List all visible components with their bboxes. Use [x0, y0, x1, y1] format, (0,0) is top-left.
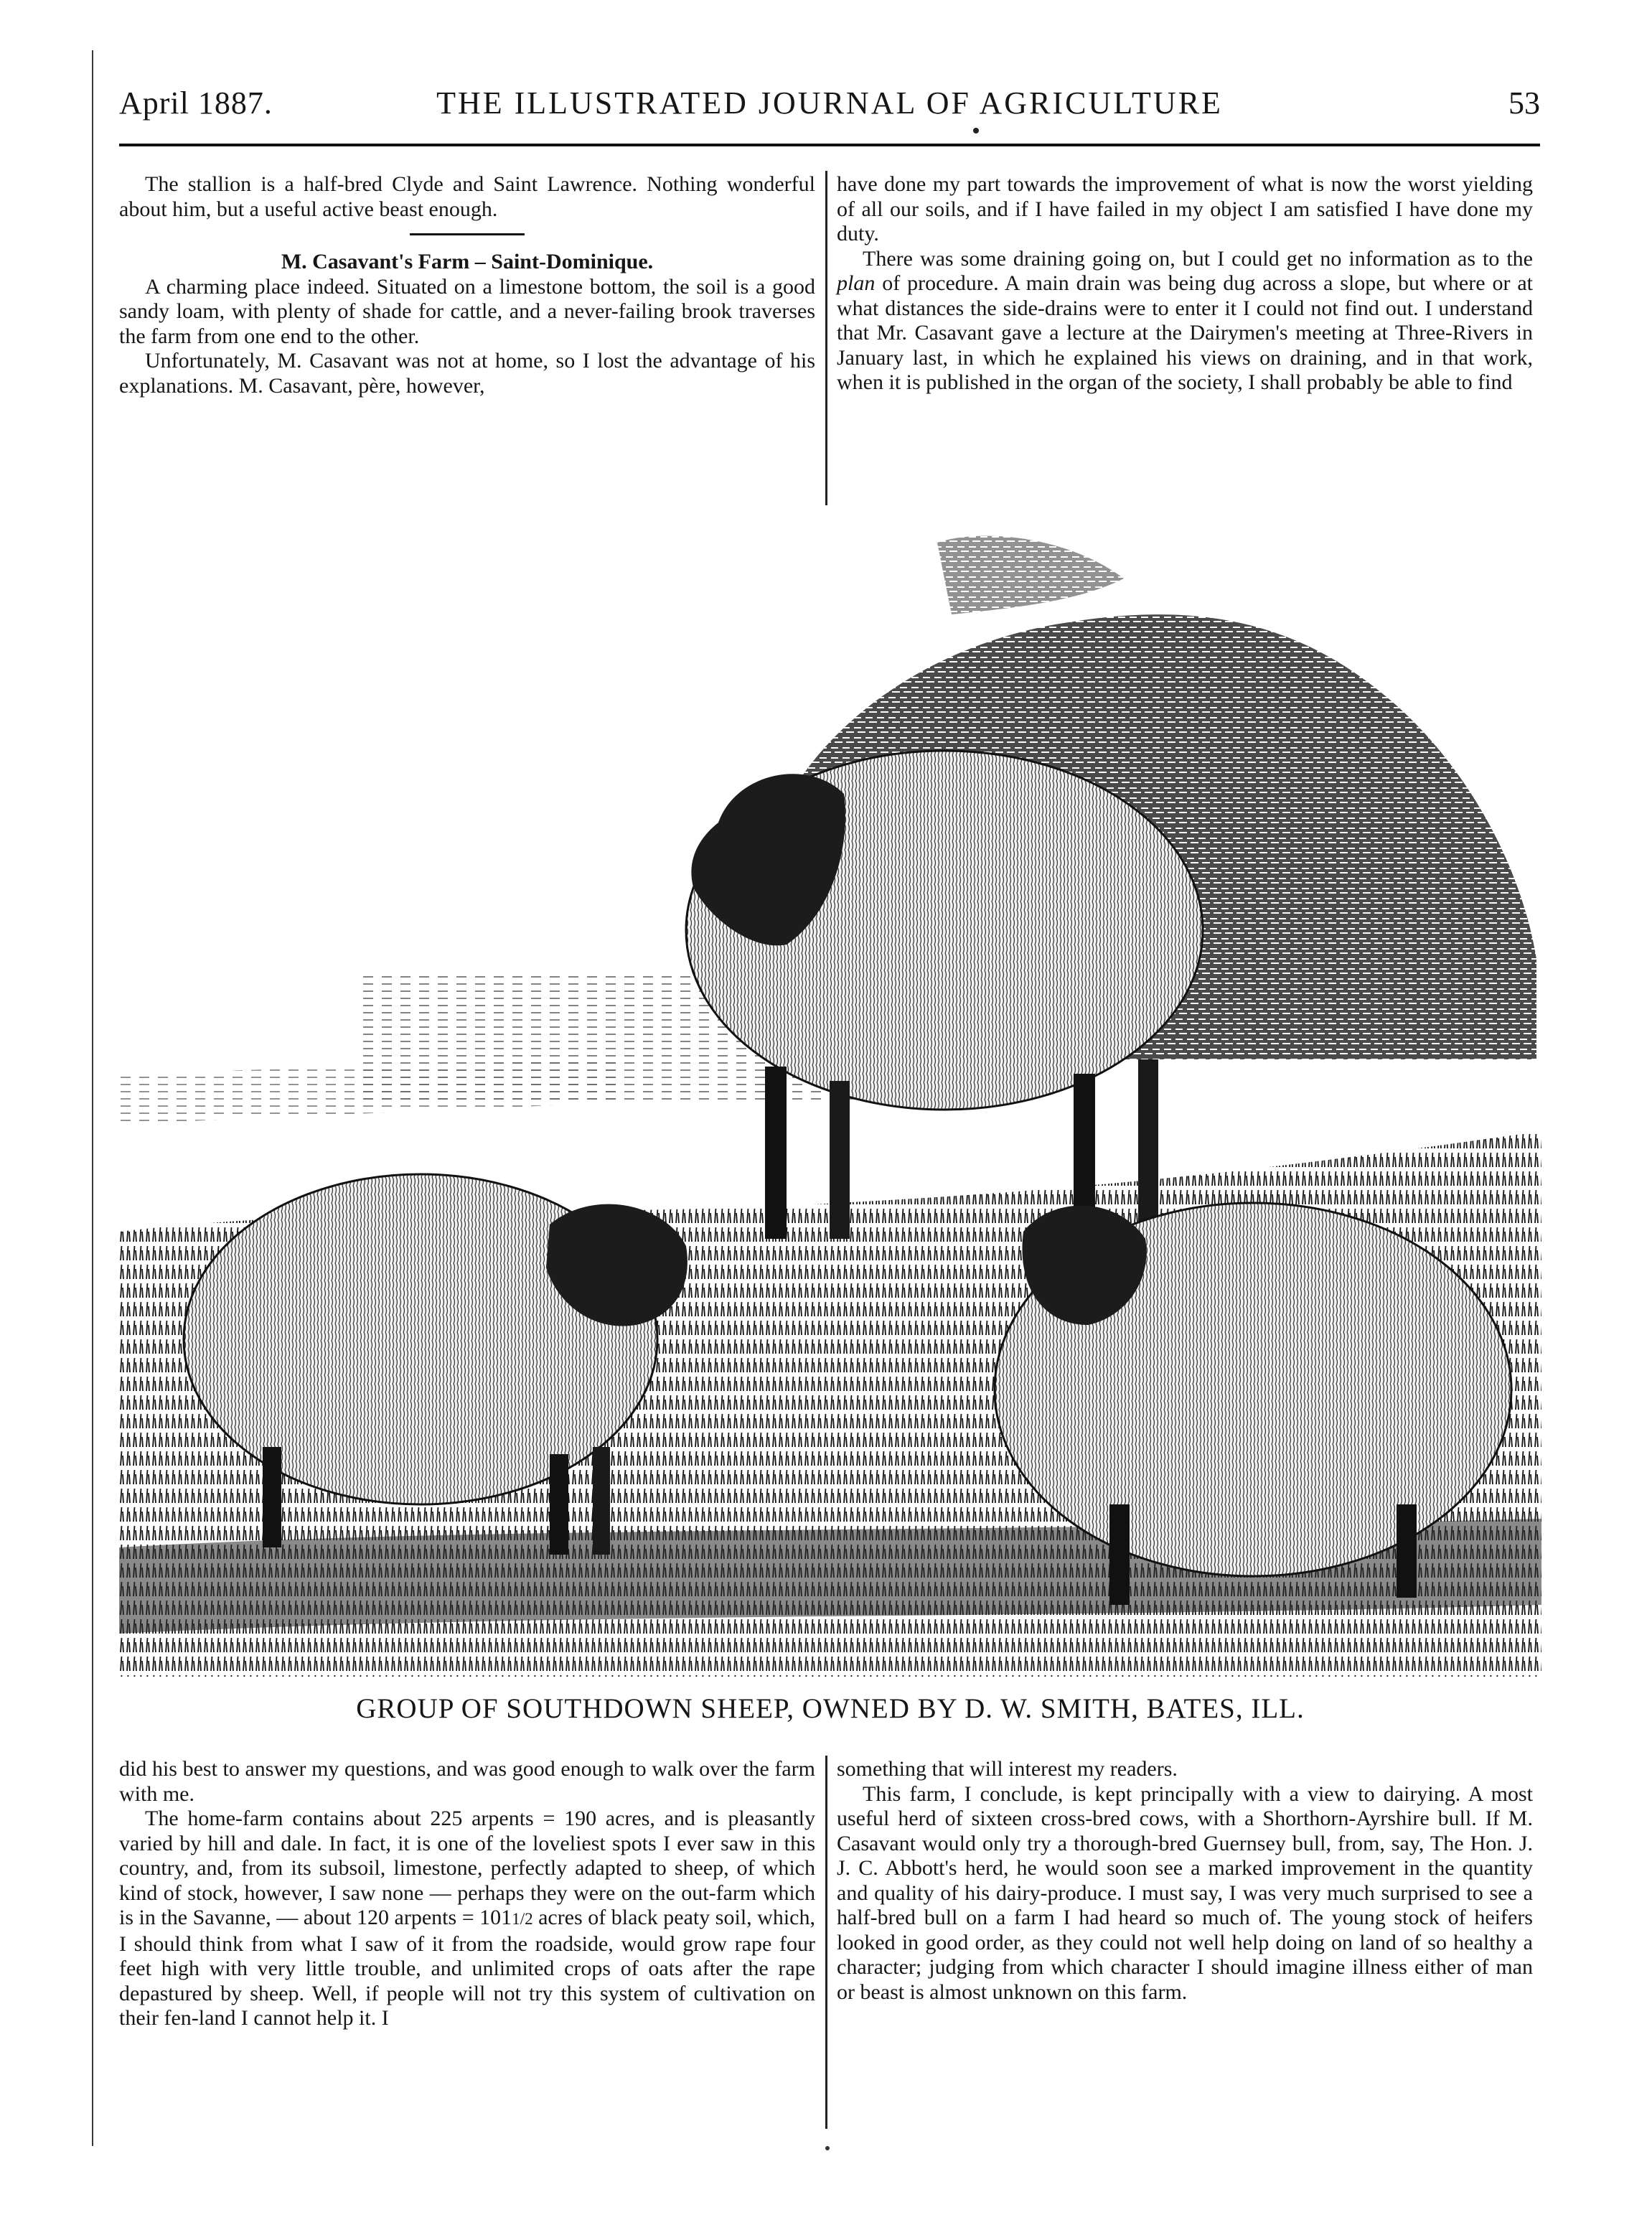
running-header: [119, 85, 1540, 129]
bottom-left-column: [119, 1757, 815, 2031]
paragraph-something: something that will interest my readers.: [837, 1757, 1178, 1781]
header-title: THE ILLUSTRATED JOURNAL OF AGRICULTURE: [436, 85, 1223, 121]
paragraph-stallion: The stallion is a half-bred Clyde and Saint Lawrence. Nothing wonderful about him, but a useful active beast enough.: [119, 172, 815, 221]
bottom-column-rule: [825, 1756, 827, 2129]
engraving-southdown-sheep: [119, 514, 1541, 1677]
stray-dot: [825, 2146, 830, 2150]
figure-caption: GROUP OF SOUTHDOWN SHEEP, OWNED BY D. W. SMITH, BATES, ILL.: [356, 1693, 1305, 1724]
paragraph-unfortunately: Unfortunately, M. Casavant was not at home, so I lost the advantage of his explanations. M. Casavant, père, however,: [119, 349, 815, 398]
header-dot: [973, 128, 979, 134]
paragraph-did-his-best: did his best to answer my questions, and was good enough to walk over the farm with me.: [119, 1757, 815, 1806]
bottom-right-column: [837, 1757, 1533, 2005]
paragraph-home-farm: The home-farm contains about 225 arpents = 190 acres, and is pleasantly varied by hill and dale. In fact, it is one of the loveliest spots I ever saw in this country, and, from its subsoil, limestone, perfectly adapted to sheep, of which kind of stock, however, I saw none — perhaps they were on the out-farm which is in the Savanne, — about 120 arpents = 1011/2 acres of black peaty soil, which, I should think from what I saw of it from the roadside, would grow rape four feet high with very little trouble, and unlimited crops of oats after the rape depastured by sheep. Well, if people will not try this system of cultivation on their fen-land I cannot help it. I: [119, 1807, 816, 2030]
page-number: 53: [1508, 85, 1540, 121]
left-margin-rule: [92, 50, 93, 2146]
top-column-rule: [825, 171, 827, 505]
paragraph-done-my-part: have done my part towards the improvement of what is now the worst yielding of all our soils, and if I have failed in my object I am satisfied I have done my duty.: [837, 172, 1533, 245]
section-rule: [410, 233, 525, 235]
header-rule: [119, 144, 1540, 146]
header-date: April 1887.: [119, 85, 273, 121]
paragraph-this-farm: This farm, I conclude, is kept principally with a view to dairying. A most useful herd of sixteen cross-bred cows, with a Shorthorn-Ayrshire bull. If M. Casavant would only try a thorough-bred Guernsey bull, from, say, The Hon. J. J. C. Abbott's herd, he would soon see a marked improvement in the quantity and quality of his dairy-produce. I must say, I was very much surprised to see a half-bred bull on a farm I had heard so much of. The young stock of heifers looked in good order, as they could not well help doing on land of so healthy a character; judging from which character I should imagine illness either of man or beast is almost unknown on this farm.: [837, 1781, 1533, 2004]
paragraph-charming-place: A charming place indeed. Situated on a limestone bottom, the soil is a good sandy loam, with plenty of shade for cattle, and a never-failing brook traverses the farm from one end to the other.: [119, 274, 815, 348]
paragraph-draining: There was some draining going on, but I could get no information as to the plan of procedure. A main drain was being dug across a slope, but where or at what distances the side-drains were to enter it I could not find out. I understand that Mr. Casavant gave a lecture at the Dairymen's meeting at Three-Rivers in January last, in which he explained his views on draining, and in that work, when it is published in the organ of the society, I shall probably be able to find: [837, 246, 1533, 394]
section-heading: M. Casavant's Farm – Saint-Dominique.: [281, 250, 654, 273]
top-left-column: [119, 172, 815, 398]
top-right-column: [837, 172, 1533, 395]
